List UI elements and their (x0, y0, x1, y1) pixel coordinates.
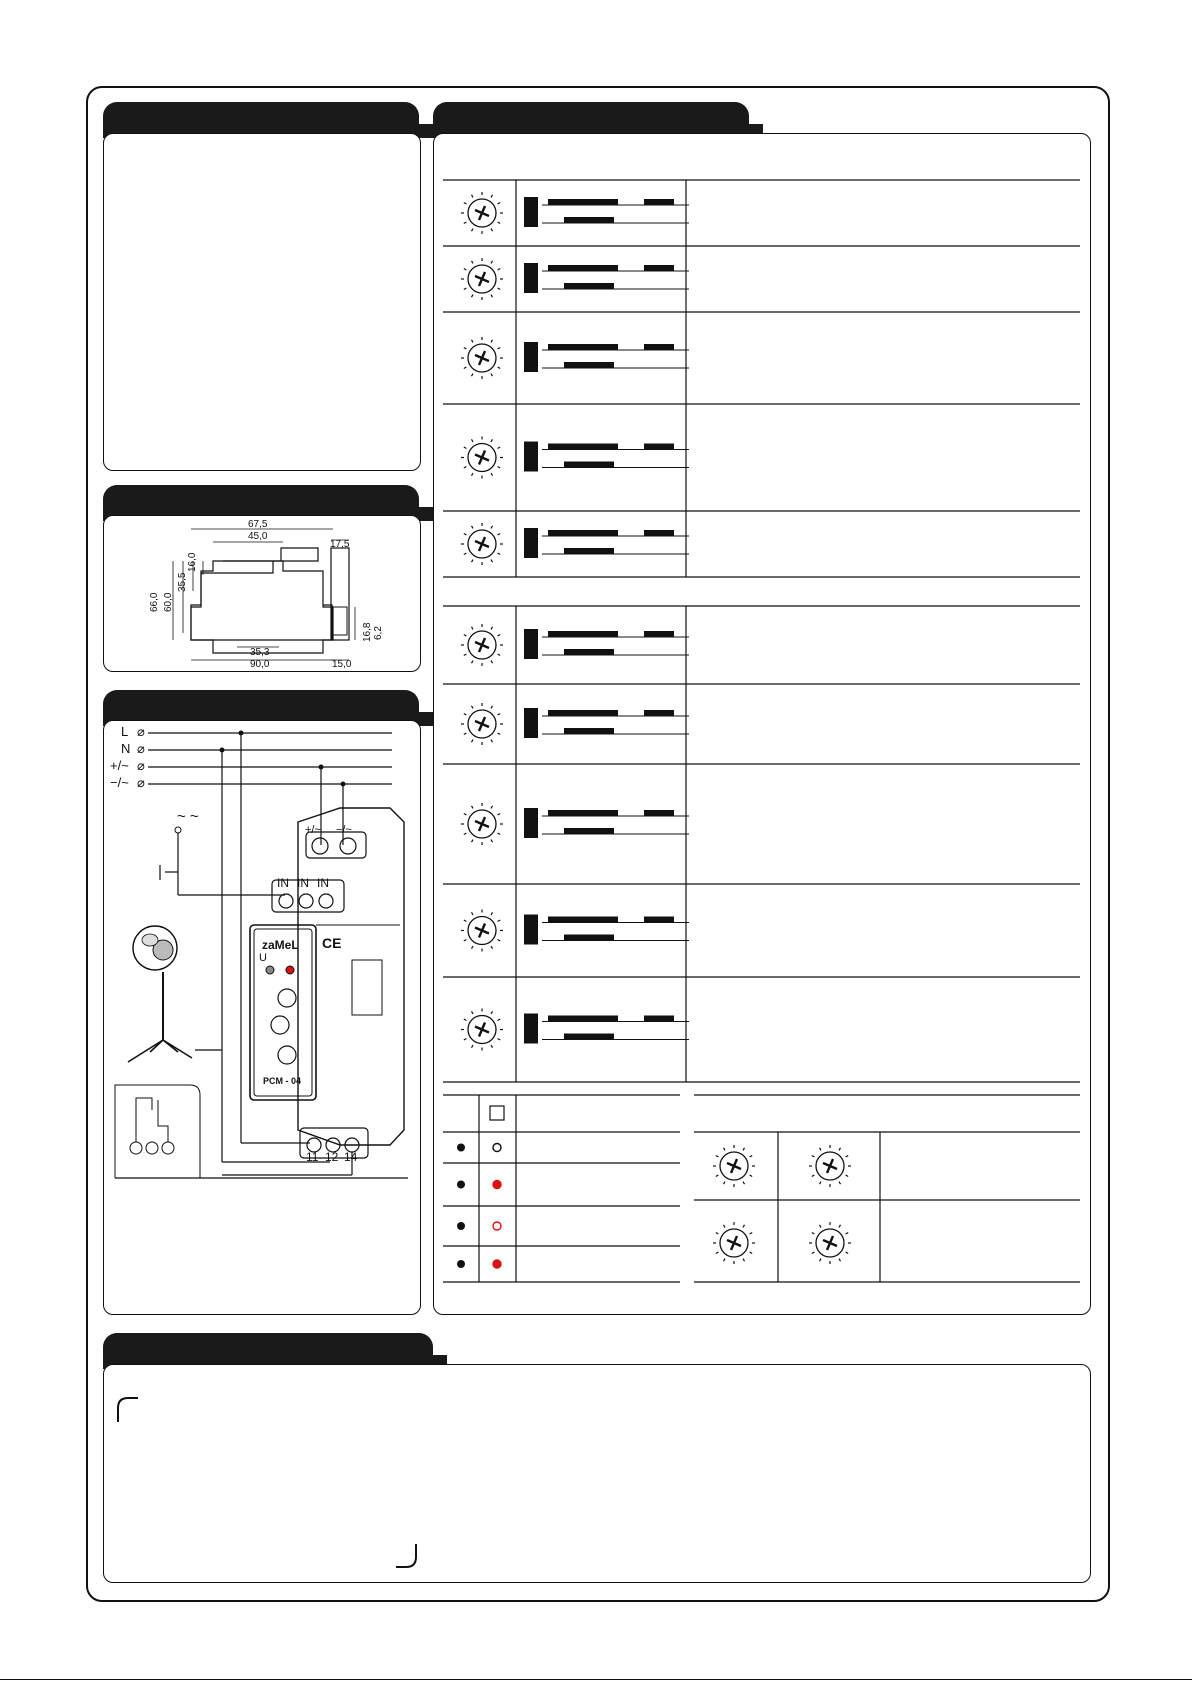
bottom-terminal-14: 14 (344, 1150, 358, 1164)
dim-side-top: 17,5 (330, 539, 350, 550)
dim-height-total: 66,0 (149, 592, 160, 612)
line-label-plus: +/~ (110, 758, 129, 773)
dim-height-top: 16,0 (187, 552, 198, 572)
line-label-minus: −/~ (110, 775, 129, 790)
dim-width-top: 67,5 (248, 519, 268, 530)
page-bottom-rule (0, 1679, 1192, 1680)
device-ce-mark: CE (322, 935, 342, 951)
input-terminal-1: IN (277, 876, 289, 890)
bottom-terminal-11: 11 (306, 1150, 319, 1164)
terminal-symbol-n: ⌀ (137, 741, 145, 756)
dim-height-step: 35,5 (177, 572, 188, 592)
input-terminal-3: IN (317, 876, 329, 890)
line-label-n: N (121, 741, 131, 756)
dim-side-bottom: 15,0 (332, 659, 352, 670)
line-label-l: L (121, 724, 129, 739)
top-terminal-plus: +/~ (305, 824, 321, 836)
device-u-label: U (259, 952, 267, 964)
top-terminal-minus: −/~ (336, 824, 352, 836)
dim-width-bottom: 90,0 (250, 659, 270, 670)
terminal-symbol-minus: ⌀ (137, 775, 145, 790)
dim-side-small: 6,2 (373, 626, 384, 640)
dim-width-inner: 45,0 (248, 531, 268, 542)
bottom-terminal-12: 12 (325, 1150, 339, 1164)
terminal-symbol-plus: ⌀ (137, 758, 145, 773)
dim-side-mid: 16,8 (362, 622, 373, 642)
device-model: PCM - 04 (263, 1076, 302, 1086)
dim-height-mid: 60,0 (163, 592, 174, 612)
terminal-symbol-l: ⌀ (137, 724, 145, 739)
device-brand: zaMeL (262, 938, 299, 952)
input-terminal-2: IN (297, 876, 309, 890)
dim-width-base: 35,3 (250, 647, 270, 658)
ac-symbol: ~ ~ (177, 808, 199, 825)
